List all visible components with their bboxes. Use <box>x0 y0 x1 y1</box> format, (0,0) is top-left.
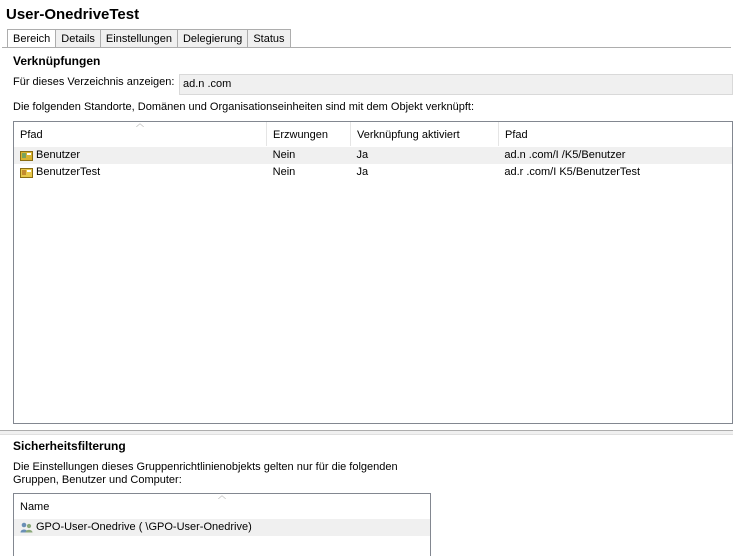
sort-up-icon: ︿ <box>136 121 144 128</box>
row-enabled: Ja <box>356 149 369 161</box>
column-header-label: Erzwungen <box>273 129 329 141</box>
tab-einstellungen[interactable]: Einstellungen <box>100 29 177 49</box>
column-header-name[interactable] <box>14 494 430 518</box>
tab-bereich[interactable]: Bereich <box>7 29 55 50</box>
row-name: GPO-User-Onedrive ( \GPO-User-Onedrive) <box>36 521 252 533</box>
security-description-line1: Die Einstellungen dieses Gruppenrichtlinienobjekts gelten nur für die folgenden <box>13 461 398 473</box>
column-header-verknuepfung-aktiviert[interactable] <box>351 122 499 146</box>
directory-field[interactable]: ad.n .com <box>179 74 733 95</box>
security-list[interactable] <box>13 493 431 556</box>
row-enforced: Nein <box>272 149 296 161</box>
row-enforced: Nein <box>272 166 296 178</box>
column-header-label: Pfad <box>20 129 43 141</box>
links-heading: Verknüpfungen <box>13 54 101 68</box>
column-header-pfad-2[interactable] <box>499 122 733 146</box>
links-list-header <box>14 122 733 146</box>
sort-up-icon: ︿ <box>218 493 226 500</box>
column-header-label: Verknüpfung aktiviert <box>357 129 460 141</box>
column-header-label: Name <box>20 501 50 513</box>
table-row[interactable] <box>14 147 732 164</box>
row-name-cell <box>14 164 267 181</box>
table-row[interactable] <box>14 519 430 536</box>
row-name: BenutzerTest <box>36 166 101 178</box>
row-name: Benutzer <box>36 149 81 161</box>
links-list[interactable] <box>13 121 733 424</box>
ou-icon <box>20 167 33 178</box>
row-name-cell <box>14 519 430 536</box>
security-description-line2: Gruppen, Benutzer und Computer: <box>13 474 182 486</box>
directory-label: Für dieses Verzeichnis anzeigen: <box>13 76 175 88</box>
window-title: User-OnedriveTest <box>6 6 140 23</box>
tab-details[interactable]: Details <box>55 29 100 49</box>
pane-splitter[interactable] <box>0 430 733 435</box>
row-path: ad.r .com/I K5/BenutzerTest <box>504 166 641 178</box>
security-list-header <box>14 494 430 518</box>
row-name-cell <box>14 147 267 164</box>
tab-strip <box>7 29 291 48</box>
links-description: Die folgenden Standorte, Domänen und Organisationseinheiten sind mit dem Objekt verknüpft: <box>13 101 475 113</box>
row-enabled: Ja <box>356 166 369 178</box>
tab-status[interactable]: Status <box>247 29 290 49</box>
user-group-icon <box>20 522 33 533</box>
column-header-pfad[interactable] <box>14 122 267 146</box>
table-row[interactable] <box>14 164 732 181</box>
tab-delegierung[interactable]: Delegierung <box>177 29 247 49</box>
column-header-label: Pfad <box>505 129 528 141</box>
row-path: ad.n .com/I /K5/Benutzer <box>504 149 626 161</box>
column-header-erzwungen[interactable] <box>267 122 351 146</box>
security-heading: Sicherheitsfilterung <box>13 439 126 453</box>
ou-icon <box>20 150 33 161</box>
